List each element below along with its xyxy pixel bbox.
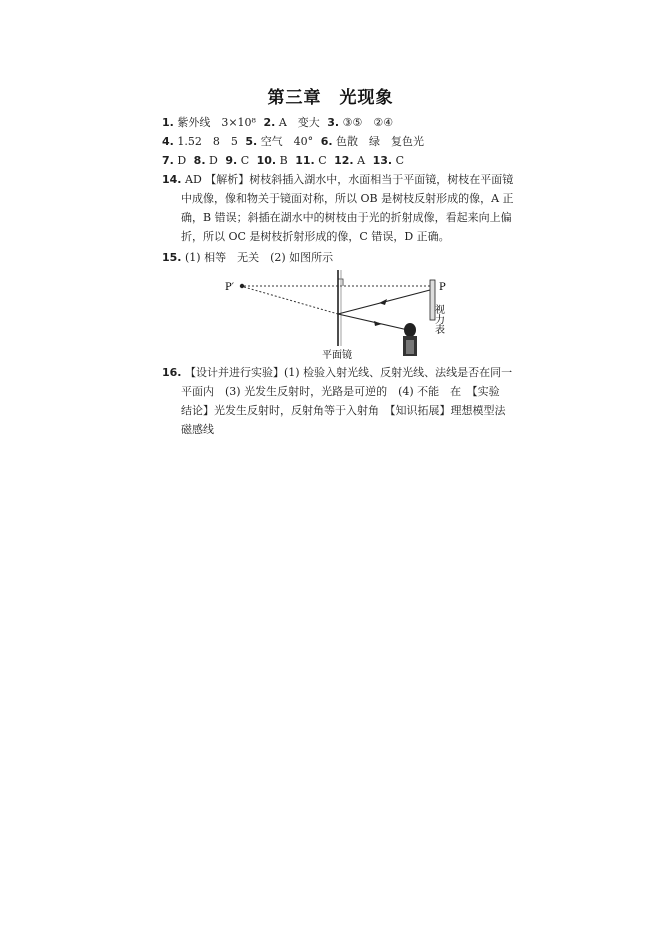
image-point [240, 284, 244, 288]
q16-line-4 [181, 423, 214, 437]
answer-number: 6. [320, 135, 333, 148]
person-icon [403, 323, 417, 356]
answer-text: C [318, 154, 327, 167]
incident-arrow [379, 299, 387, 305]
q15-line [162, 251, 333, 265]
answer-number: 5. [245, 135, 258, 148]
q16-text: 磁感线 [181, 423, 214, 436]
q16-text: 平面内 (3) 光发生反射时，光路是可逆的 (4) 不能 在 【实验 [181, 385, 500, 398]
mirror-diagram [222, 268, 462, 360]
label-p-prime: P′ [225, 282, 234, 293]
answer-text: C [395, 154, 404, 167]
answer-text: 紫外线 3×10⁸ [177, 116, 256, 129]
reflected-ray [338, 314, 408, 330]
answer-text: A [357, 154, 366, 167]
answer-text: 1.52 8 5 [177, 135, 238, 148]
answer-number: 11. [295, 154, 315, 167]
q16-line-2 [181, 385, 500, 399]
q14-line-4 [181, 230, 450, 244]
answer-line-2 [162, 135, 428, 149]
q14-text: AD 【解析】树枝斜插入湖水中，水面相当于平面镜，树枝在平面镜 [185, 173, 514, 186]
answer-number: 4. [162, 135, 174, 148]
q16-line-3 [181, 404, 506, 418]
label-eye-chart: 视力表 [432, 304, 444, 334]
answer-text: C [240, 154, 250, 167]
answer-line-1 [162, 116, 397, 130]
answer-number: 8. [193, 154, 206, 167]
q16-text: 结论】光发生反射时，反射角等于入射角 【知识拓展】理想模型法 [181, 404, 506, 417]
answer-number: 14. [162, 173, 182, 186]
answer-text: D [177, 154, 187, 167]
q14-line-3 [181, 211, 512, 225]
answer-number: 12. [334, 154, 354, 167]
label-mirror: 平面镜 [322, 350, 352, 360]
answer-number: 7. [162, 154, 174, 167]
chapter-title: 第三章 光现象 [267, 88, 394, 108]
answer-text: B [279, 154, 288, 167]
q16-text: 【设计并进行实验】(1) 检验入射光线、反射光线、法线是否在同一 [185, 366, 513, 379]
answer-number: 2. [263, 116, 276, 129]
q15-text: (1) 相等 无关 (2) 如图所示 [185, 251, 334, 264]
dashed-virtual-ray [244, 287, 338, 314]
q16-line-1 [162, 366, 512, 380]
q14-line-1 [162, 173, 513, 187]
q14-text: 确，B 错误；斜插在湖水中的树枝由于光的折射成像，看起来向上偏 [181, 211, 512, 224]
q14-line-2 [181, 192, 514, 206]
answer-text: A 变大 [278, 116, 320, 129]
answer-number: 16. [162, 366, 182, 379]
answer-text: D [209, 154, 218, 167]
answer-number: 3. [327, 116, 340, 129]
answer-number: 1. [162, 116, 174, 129]
answer-text: 色散 绿 复色光 [336, 135, 425, 148]
answer-number: 10. [256, 154, 277, 167]
answer-text: 空气 40° [260, 135, 314, 148]
label-p: P [439, 282, 446, 293]
mirror-diagram-svg [222, 268, 462, 360]
answer-number: 9. [225, 154, 238, 167]
answer-text: ③⑤ ②④ [342, 116, 394, 129]
answer-number: 15. [162, 251, 182, 264]
answer-line-3 [162, 154, 408, 168]
q14-text: 中成像，像和物关于镜面对称，所以 OB 是树枝反射形成的像，A 正 [181, 192, 514, 205]
answer-number: 13. [372, 154, 393, 167]
q14-text: 折，所以 OC 是树枝折射形成的像，C 错误，D 正确。 [181, 230, 450, 243]
